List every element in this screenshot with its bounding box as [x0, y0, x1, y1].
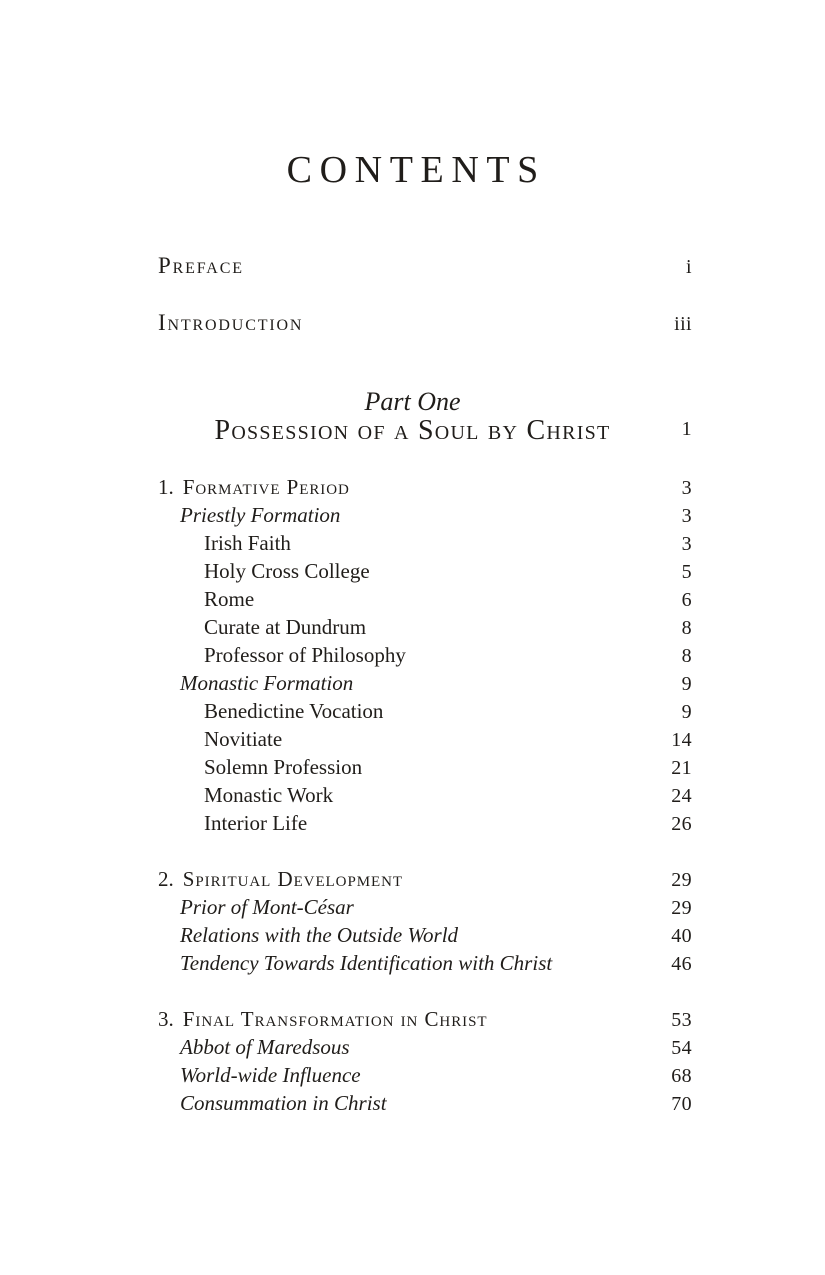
chapter-title-text: Final Transformation in Christ — [182, 1007, 488, 1031]
page-number: 21 — [671, 757, 692, 779]
toc-entry-preface — [158, 252, 692, 281]
table-of-contents — [158, 252, 692, 1118]
page-number: i — [686, 256, 692, 278]
part-kicker: Part One — [364, 387, 461, 416]
toc-section — [158, 922, 692, 950]
topic-label: Irish Faith — [204, 531, 291, 555]
chapter-title — [158, 1006, 488, 1033]
part-title: Possession of a Soul by Christ — [214, 415, 611, 446]
page-number: 54 — [671, 1037, 692, 1059]
topic-label: Benedictine Vocation — [204, 699, 384, 723]
toc-topic — [158, 698, 692, 726]
toc-section — [158, 1062, 692, 1090]
section-title: Prior of Mont-César — [180, 895, 354, 919]
page-number: 40 — [671, 925, 692, 947]
entry-label: Introduction — [158, 310, 304, 335]
page-number: iii — [674, 313, 692, 335]
page-number: 24 — [671, 785, 692, 807]
toc-section — [158, 670, 692, 698]
toc-topic — [158, 558, 692, 586]
page-number: 8 — [681, 645, 692, 667]
part-one-heading — [158, 388, 692, 445]
topic-label: Holy Cross College — [204, 559, 370, 583]
toc-topic — [158, 726, 692, 754]
chapter-title-text: Formative Period — [182, 475, 350, 499]
chapter-number: 1. — [158, 475, 174, 499]
topic-label: Solemn Profession — [204, 755, 363, 779]
page-number: 14 — [671, 729, 692, 751]
section-title: Abbot of Maredsous — [180, 1035, 350, 1059]
toc-topic — [158, 586, 692, 614]
page-number: 3 — [681, 505, 692, 527]
section-title: World-wide Influence — [180, 1063, 361, 1087]
page-number: 68 — [671, 1065, 692, 1087]
section-title: Monastic Formation — [180, 671, 354, 695]
topic-label: Professor of Philosophy — [204, 643, 406, 667]
toc-topic — [158, 642, 692, 670]
chapter-title-text: Spiritual Development — [182, 867, 404, 891]
page-number: 9 — [681, 701, 692, 723]
chapter-number: 2. — [158, 867, 174, 891]
chapter-number: 3. — [158, 1007, 174, 1031]
page-number: 29 — [671, 897, 692, 919]
toc-section — [158, 502, 692, 530]
chapter-3 — [158, 1006, 692, 1118]
page-number: 1 — [681, 418, 692, 440]
page-number: 29 — [671, 869, 692, 891]
page-number: 5 — [681, 561, 692, 583]
chapter-heading — [158, 474, 692, 502]
page-number: 6 — [681, 589, 692, 611]
part-title-line — [158, 416, 692, 445]
topic-label: Novitiate — [204, 727, 283, 751]
toc-entry-introduction — [158, 309, 692, 338]
toc-topic — [158, 754, 692, 782]
entry-label: Preface — [158, 253, 244, 278]
toc-topic — [158, 614, 692, 642]
section-title: Relations with the Outside World — [180, 923, 459, 947]
page-number: 8 — [681, 617, 692, 639]
chapter-1 — [158, 474, 692, 838]
toc-topic — [158, 782, 692, 810]
page-number: 46 — [671, 953, 692, 975]
section-title: Tendency Towards Identification with Christ — [180, 951, 553, 975]
page-title: CONTENTS — [286, 149, 546, 191]
page-number: 3 — [681, 533, 692, 555]
toc-section — [158, 1034, 692, 1062]
chapter-title — [158, 866, 403, 893]
page-number: 26 — [671, 813, 692, 835]
toc-section — [158, 1090, 692, 1118]
page-number: 53 — [671, 1009, 692, 1031]
topic-label: Monastic Work — [204, 783, 334, 807]
chapter-heading — [158, 1006, 692, 1034]
topic-label: Curate at Dundrum — [204, 615, 367, 639]
chapter-2 — [158, 866, 692, 978]
page-number: 3 — [681, 477, 692, 499]
topic-label: Interior Life — [204, 811, 308, 835]
section-title: Priestly Formation — [180, 503, 341, 527]
toc-topic — [158, 810, 692, 838]
toc-section — [158, 950, 692, 978]
toc-topic — [158, 530, 692, 558]
toc-section — [158, 894, 692, 922]
page-number: 9 — [681, 673, 692, 695]
topic-label: Rome — [204, 587, 255, 611]
section-title: Consummation in Christ — [180, 1091, 387, 1115]
chapter-heading — [158, 866, 692, 894]
page-number: 70 — [671, 1093, 692, 1115]
chapter-title — [158, 474, 350, 501]
